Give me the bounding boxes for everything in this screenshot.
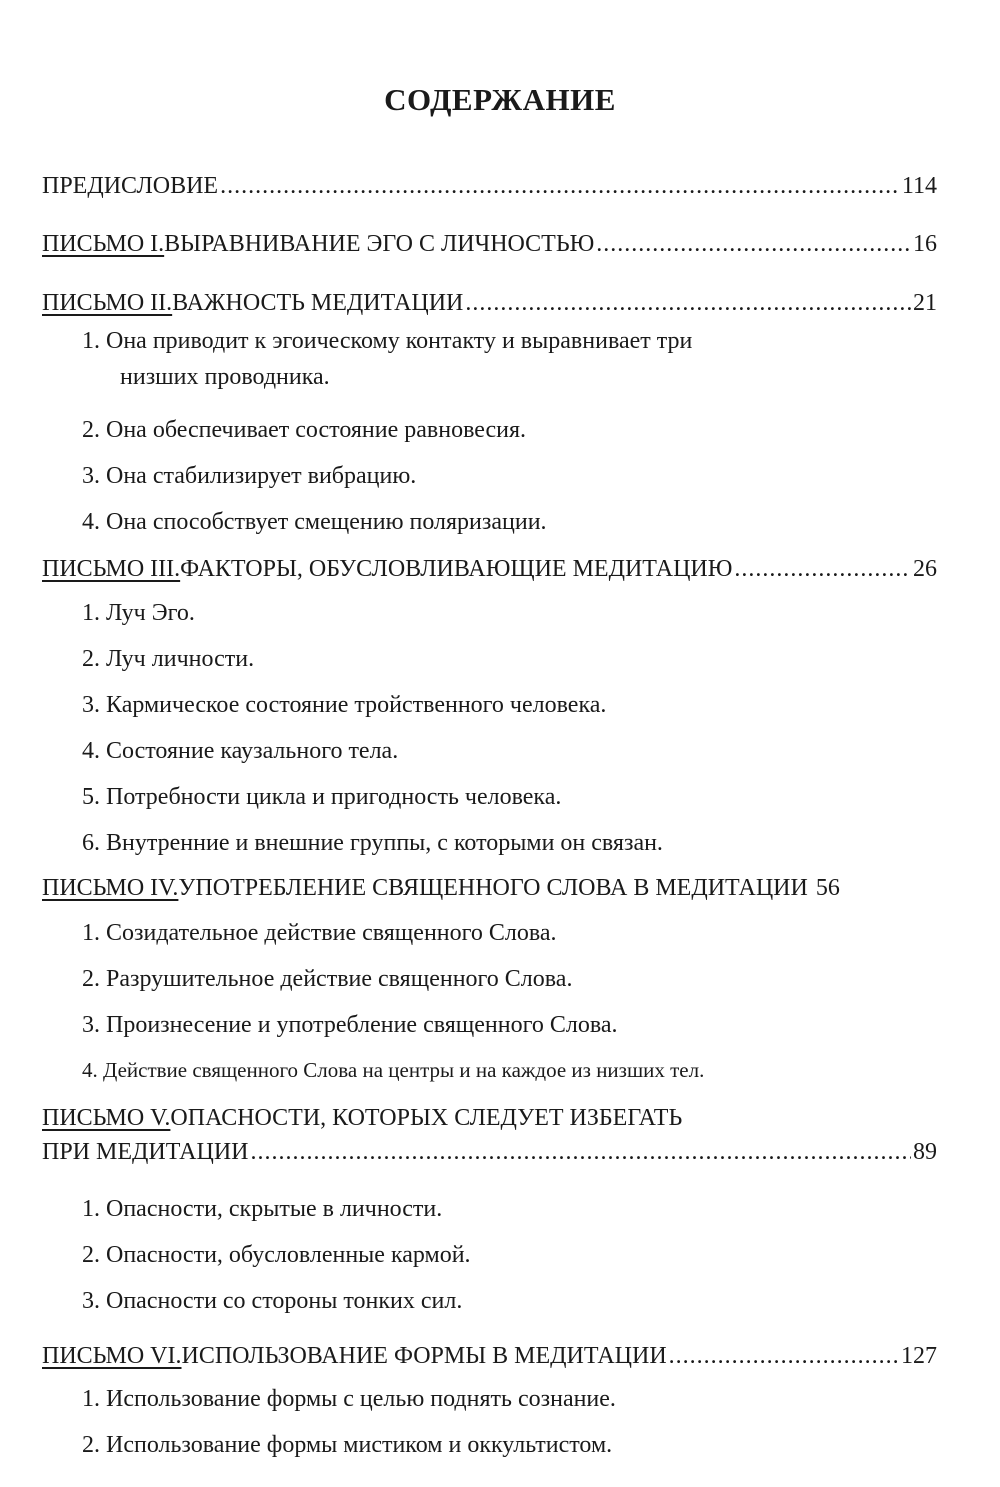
entry-page-number: 16	[913, 231, 937, 257]
entry-page-number: 89	[913, 1139, 937, 1165]
subitems-letter-4	[82, 910, 862, 1092]
subitems-letter-3	[82, 590, 862, 866]
list-item: 4. Действие священного Слова на центры и на каждое из низших тел.	[82, 1058, 705, 1082]
list-item: 1. Луч Эго.	[82, 600, 195, 626]
list-item: 2. Она обеспечивает состояние равновесия.	[82, 417, 527, 443]
dot-leader	[251, 1136, 911, 1168]
list-item: 2. Опасности, обусловленные кармой.	[82, 1242, 471, 1268]
toc-entry-letter-1[interactable]	[42, 228, 937, 260]
list-item: 2. Использование формы мистиком и оккультистом.	[82, 1432, 613, 1458]
dot-leader	[734, 553, 911, 585]
page-title: СОДЕРЖАНИЕ	[384, 82, 616, 117]
toc-entry-letter-6[interactable]	[42, 1340, 937, 1372]
entry-title: ВЫРАВНИВАНИЕ ЭГО С ЛИЧНОСТЬЮ	[164, 231, 595, 257]
letter-label: ПИСЬМО IV.	[42, 875, 179, 901]
list-item: 6. Внутренние и внешние группы, с которыми он связан.	[82, 830, 663, 856]
dot-leader	[465, 287, 911, 319]
toc-entry-letter-5[interactable]	[42, 1102, 937, 1168]
entry-page-number: 21	[913, 290, 937, 316]
letter-label: ПИСЬМО I.	[42, 231, 165, 257]
dot-leader	[669, 1340, 899, 1372]
entry-page-number: 26	[913, 556, 937, 582]
entry-title: ВАЖНОСТЬ МЕДИТАЦИИ	[172, 290, 464, 316]
subitems-letter-6	[82, 1376, 862, 1468]
letter-label: ПИСЬМО V.	[42, 1105, 171, 1131]
toc-entry-letter-4[interactable]	[42, 872, 937, 904]
list-item: 1. Она приводит к эгоическому контакту и выравнивает три	[82, 328, 693, 354]
entry-title: ПРЕДИСЛОВИЕ	[42, 173, 219, 199]
toc-entry-preface[interactable]	[42, 170, 937, 202]
subitems-letter-5	[82, 1186, 862, 1324]
list-item: 2. Луч личности.	[82, 646, 255, 672]
entry-title: ФАКТОРЫ, ОБУСЛОВЛИВАЮЩИЕ МЕДИТАЦИЮ	[180, 556, 733, 582]
list-item: 2. Разрушительное действие священного Слова.	[82, 966, 573, 992]
list-item: 3. Кармическое состояние тройственного человека.	[82, 692, 607, 718]
entry-page-number: 114	[901, 173, 937, 199]
entry-page-number: 56	[815, 875, 840, 901]
list-item: 3. Опасности со стороны тонких сил.	[82, 1288, 463, 1314]
list-item: 1. Опасности, скрытые в личности.	[82, 1196, 443, 1222]
toc-entry-letter-3[interactable]	[42, 553, 937, 585]
toc-entry-letter-2[interactable]	[42, 287, 937, 319]
entry-title-continued: ПРИ МЕДИТАЦИИ	[42, 1139, 249, 1165]
entry-page-number: 127	[901, 1343, 937, 1369]
list-item: 4. Состояние каузального тела.	[82, 738, 399, 764]
letter-label: ПИСЬМО VI.	[42, 1343, 182, 1369]
subitems-letter-2	[82, 323, 862, 545]
dot-leader	[596, 228, 911, 260]
list-item: 1. Использование формы с целью поднять сознание.	[82, 1386, 616, 1412]
entry-title: ИСПОЛЬЗОВАНИЕ ФОРМЫ В МЕДИТАЦИИ	[181, 1343, 667, 1369]
dot-leader	[220, 170, 900, 202]
letter-label: ПИСЬМО II.	[42, 290, 173, 316]
list-item: низших проводника.	[120, 364, 330, 390]
entry-title: ОПАСНОСТИ, КОТОРЫХ СЛЕДУЕТ ИЗБЕГАТЬ	[170, 1105, 683, 1131]
list-item: 4. Она способствует смещению поляризации.	[82, 509, 547, 535]
list-item: 1. Созидательное действие священного Слова.	[82, 920, 557, 946]
list-item: 3. Она стабилизирует вибрацию.	[82, 463, 417, 489]
entry-title: УПОТРЕБЛЕНИЕ СВЯЩЕННОГО СЛОВА В МЕДИТАЦИИ	[178, 875, 808, 901]
list-item: 5. Потребности цикла и пригодность человека.	[82, 784, 562, 810]
list-item: 3. Произнесение и употребление священного Слова.	[82, 1012, 618, 1038]
letter-label: ПИСЬМО III.	[42, 556, 181, 582]
